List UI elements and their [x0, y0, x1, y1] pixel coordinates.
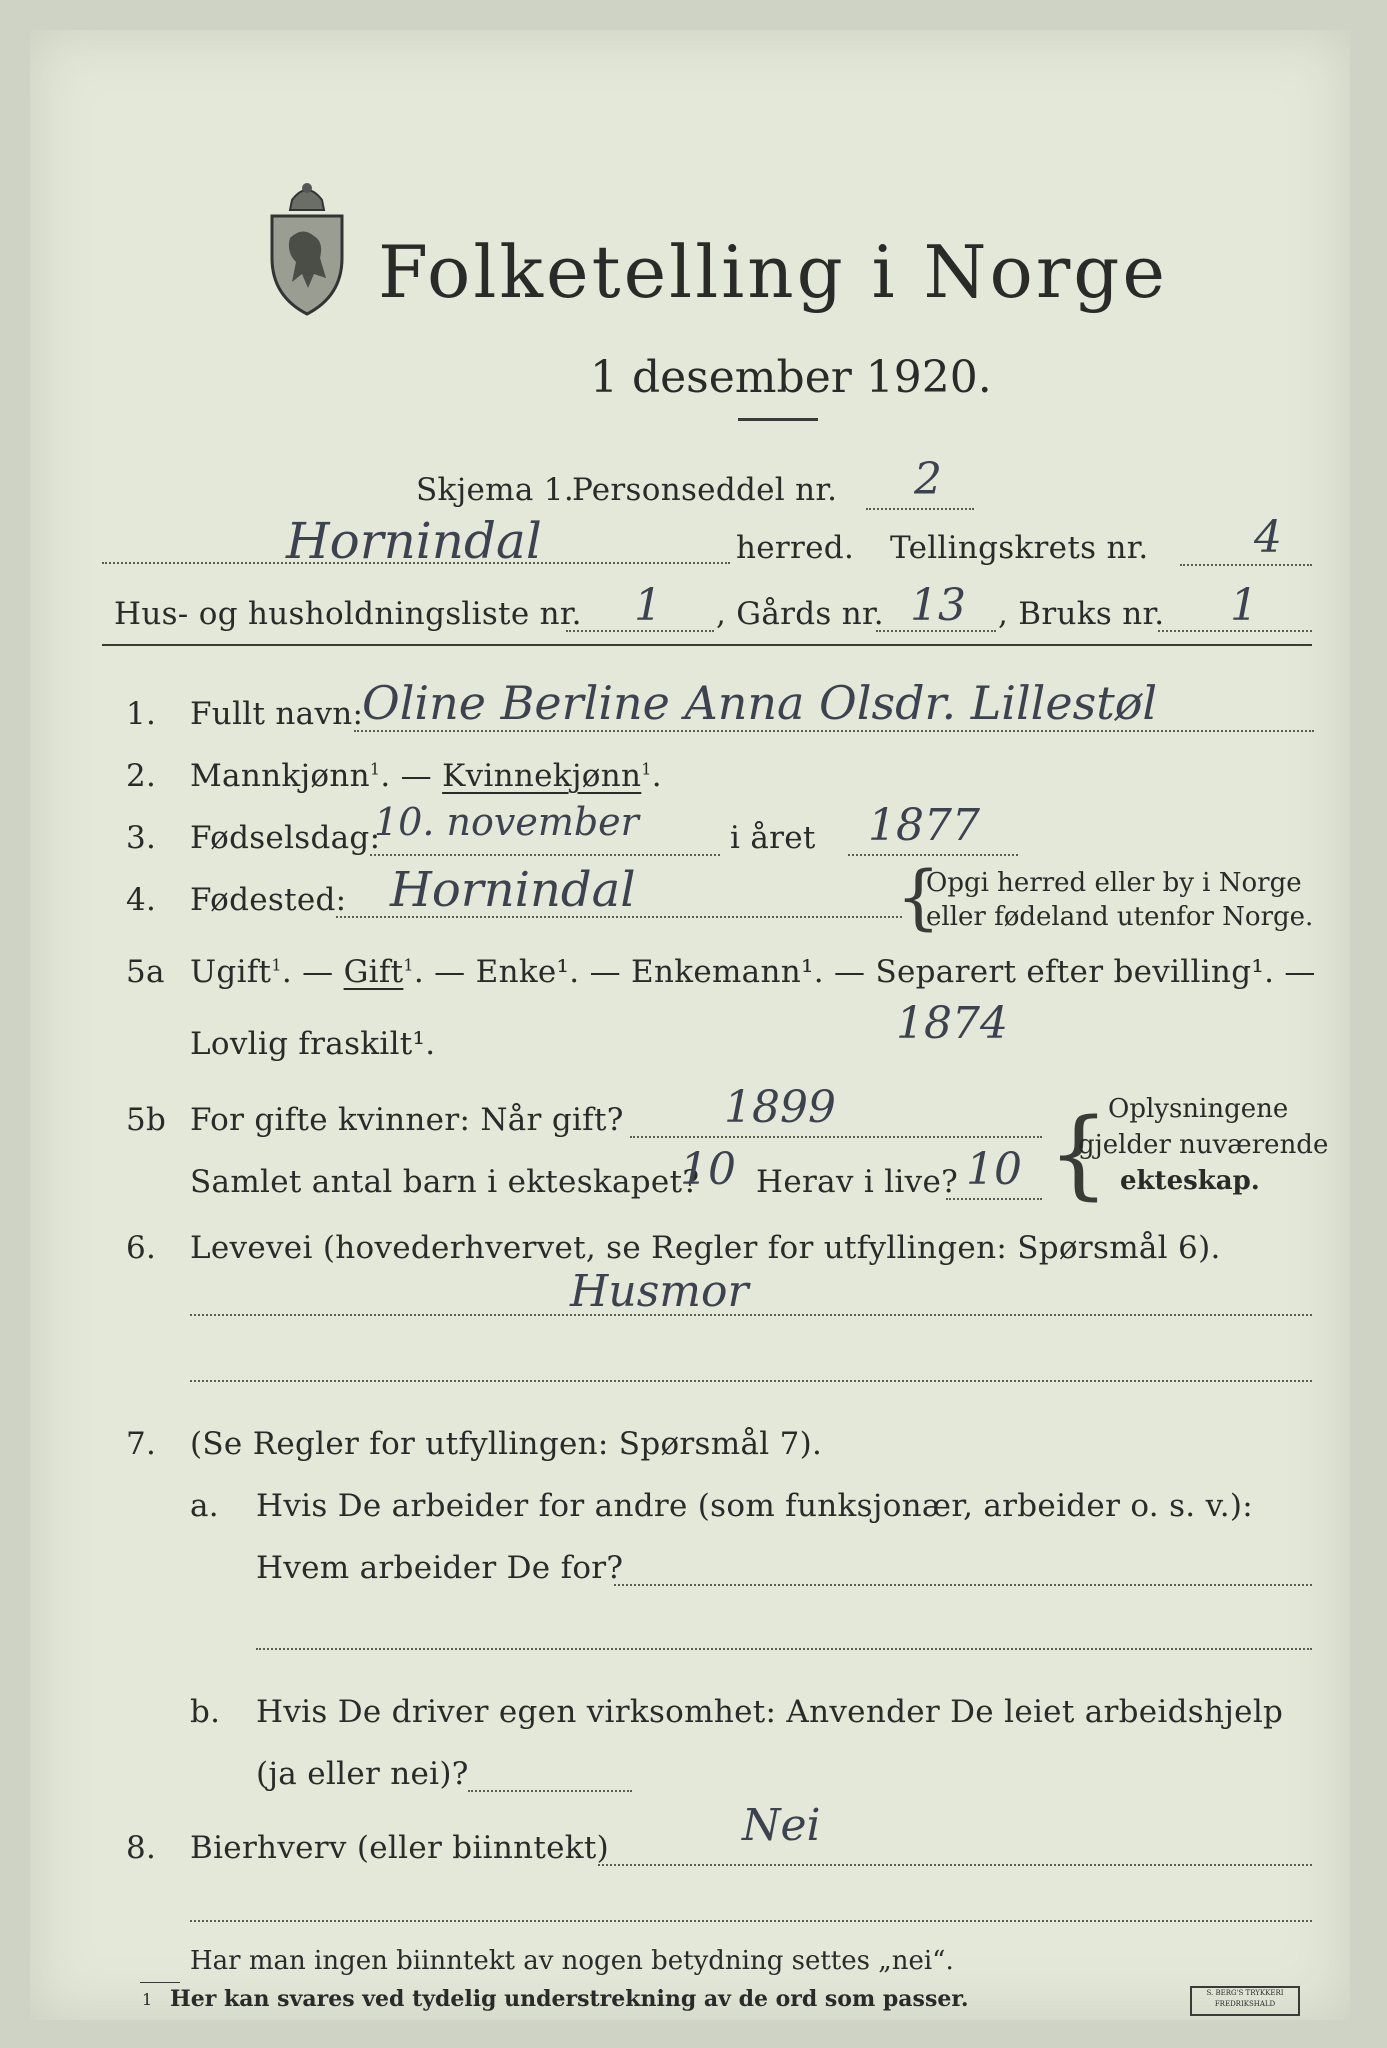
note-nei: Har man ingen biinntekt av nogen betydning settes „nei“.	[190, 1946, 954, 1976]
q5b-brace: {	[1048, 1098, 1110, 1210]
q7a-letter: a.	[190, 1488, 219, 1524]
q1-label: Fullt navn:	[190, 696, 364, 732]
personseddel-label: Personseddel nr.	[572, 472, 838, 508]
q7b-answer-line	[468, 1790, 632, 1792]
q7a-answer-line	[614, 1584, 1312, 1586]
q5a-ugift: Ugift	[190, 954, 272, 990]
q6-line-1	[190, 1314, 1312, 1316]
footnote-divider	[140, 1982, 180, 1983]
q5b-barn-label: Samlet antal barn i ekteskapet?	[190, 1164, 700, 1200]
printer-stamp: S. BERG'S TRYKKERI FREDRIKSHALD	[1190, 1986, 1300, 2016]
tellingskrets-value: 4	[1254, 512, 1282, 563]
q1-line	[354, 730, 1314, 732]
herred-label: herred.	[736, 530, 855, 566]
q1-value: Oline Berline Anna Olsdr. Lillestøl	[362, 676, 1158, 730]
footnote: Her kan svares ved tydelig understrekning av de ord som passer.	[170, 1986, 969, 2012]
q3-number: 3.	[126, 820, 157, 856]
q5a-handwritten: 1874	[896, 998, 1008, 1049]
q5a-options: Ugift$^1$. — Gift$^1$. — Enke¹. — Enkemann¹. — Separert efter bevilling¹. —	[190, 954, 1316, 990]
personseddel-line	[866, 508, 974, 510]
q4-brace: {	[896, 856, 941, 938]
q2-sep: . —	[380, 758, 432, 794]
schema-label: Skjema 1.	[416, 472, 574, 508]
q5b-note-1: Oplysningene	[1108, 1094, 1289, 1124]
q5b-value: 1899	[724, 1082, 836, 1133]
hus-label: Hus- og husholdningsliste nr.	[114, 596, 582, 632]
q4-note-1: Opgi herred eller by i Norge	[926, 868, 1302, 898]
census-form	[30, 30, 1350, 2020]
q2-kvinne: Kvinnekjønn	[442, 758, 642, 794]
section-divider	[102, 644, 1312, 646]
q7b-line1: Hvis De driver egen virksomhet: Anvender De leiet arbeidshjelp	[256, 1694, 1284, 1730]
q8-value: Nei	[742, 1800, 821, 1851]
q8-line	[598, 1864, 1312, 1866]
q5b-live-line	[946, 1198, 1042, 1200]
q2-number: 2.	[126, 758, 157, 794]
q6-label: Levevei (hovederhvervet, se Regler for utfyllingen: Spørsmål 6).	[190, 1230, 1221, 1266]
q3-day-line	[370, 854, 720, 856]
q5b-line	[630, 1136, 1042, 1138]
q5b-number: 5b	[126, 1102, 167, 1138]
q7a-answer-line-2	[256, 1648, 1312, 1650]
q8-line-2	[190, 1920, 1312, 1922]
coat-of-arms-icon	[262, 178, 352, 318]
q7a-line2: Hvem arbeider De for?	[256, 1550, 624, 1586]
q6-number: 6.	[126, 1230, 157, 1266]
q5b-note-2: gjelder nuværende	[1078, 1130, 1329, 1160]
q5a-rest: . — Enke¹. — Enkemann¹. — Separert efter bevilling¹. —	[413, 954, 1316, 990]
q8-number: 8.	[126, 1830, 157, 1866]
q1-number: 1.	[126, 696, 157, 732]
q2-options: Mannkjønn$^1$. — Kvinnekjønn$^1$.	[190, 758, 662, 794]
q6-line-2	[190, 1380, 1312, 1382]
q2-mann: Mannkjønn	[190, 758, 370, 794]
q3-year: 1877	[868, 800, 980, 851]
bruks-value: 1	[1230, 580, 1258, 631]
q7b-line2: (ja eller nei)?	[256, 1756, 469, 1792]
herred-value: Hornindal	[286, 512, 542, 570]
q5b-live-value: 10	[966, 1144, 1022, 1195]
title-divider	[738, 418, 818, 421]
q8-label: Bierhverv (eller biinntekt)	[190, 1830, 610, 1866]
q7-label: (Se Regler for utfyllingen: Spørsmål 7).	[190, 1426, 823, 1462]
q5b-label: For gifte kvinner: Når gift?	[190, 1102, 624, 1138]
q5b-live-label: Herav i live?	[756, 1164, 959, 1200]
hus-value: 1	[634, 580, 662, 631]
q7a-line1: Hvis De arbeider for andre (som funksjonær, arbeider o. s. v.):	[256, 1488, 1254, 1524]
q3-aret: i året	[730, 820, 816, 856]
q4-number: 4.	[126, 882, 157, 918]
q3-label: Fødselsdag:	[190, 820, 381, 856]
bruks-label: , Bruks nr.	[998, 596, 1165, 632]
form-title: Folketelling i Norge	[378, 230, 1168, 314]
q7b-letter: b.	[190, 1694, 221, 1730]
q3-value: 10. november	[374, 800, 639, 844]
q5a-gift: Gift	[343, 954, 404, 990]
q6-value: Husmor	[570, 1266, 749, 1317]
q5a-dash1: . —	[281, 954, 334, 990]
q5a-line2: Lovlig fraskilt¹.	[190, 1026, 436, 1062]
q4-note-2: eller fødeland utenfor Norge.	[926, 902, 1314, 932]
q7-number: 7.	[126, 1426, 157, 1462]
q4-label: Fødested:	[190, 882, 347, 918]
gards-label: , Gårds nr.	[716, 596, 884, 632]
q4-value: Hornindal	[390, 862, 636, 918]
form-date: 1 desember 1920.	[590, 352, 992, 403]
q5b-note-3: ekteskap.	[1120, 1166, 1260, 1196]
q5b-barn-value: 10	[680, 1144, 736, 1195]
footnote-mark: 1	[142, 1990, 153, 2009]
tellingskrets-line	[1180, 564, 1312, 566]
gards-value: 13	[910, 580, 966, 631]
q5a-number: 5a	[126, 954, 165, 990]
tellingskrets-label: Tellingskrets nr.	[890, 530, 1149, 566]
q2-end: .	[651, 758, 662, 794]
personseddel-value: 2	[914, 454, 942, 505]
